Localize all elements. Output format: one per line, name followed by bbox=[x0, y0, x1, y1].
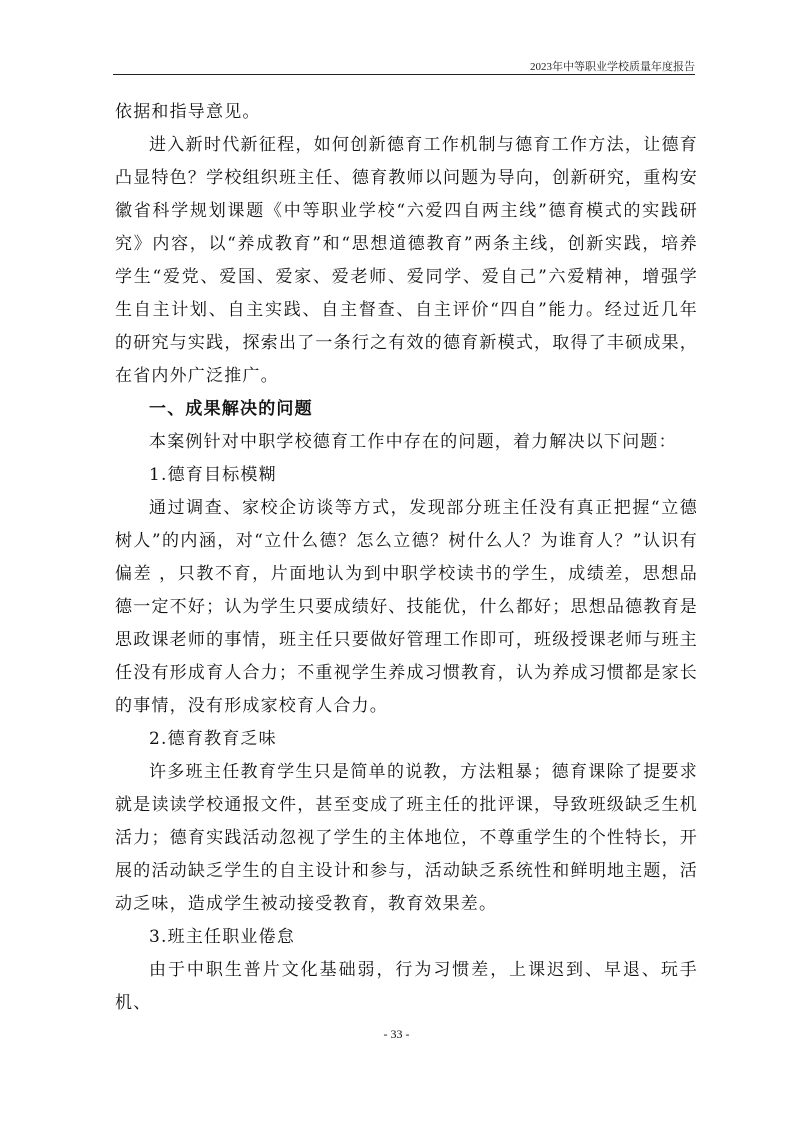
paragraph-lead: 本案例针对中职学校德育工作中存在的问题，着力解决以下问题： bbox=[149, 432, 677, 452]
paragraph-item-1: 通过调查、家校企访谈等方式，发现部分班主任没有真正把握“立德树人”的内涵，对“立什么德？怎么立德？树什么人？为谁育人？”认识有偏差 ，只教不育，片面地认为到中职学校读书的学生，成绩差，思想品德一定不好；认为学生只要成绩好、技能优，什么都好；思想品德教育是思政课老师的事情，班主任只要做好管理工作即可，班级授课老师与班主任没有形成育人合力；不重视学生养成习惯教育，认为养成习惯都是家长的事情，没有形成家校育人合力。 bbox=[115, 498, 698, 716]
subheading-item-1: 1.德育目标模糊 bbox=[149, 465, 277, 485]
subheading-item-3: 3.班主任职业倦怠 bbox=[149, 927, 296, 947]
paragraph-continuation: 依据和指导意见。 bbox=[115, 102, 261, 122]
paragraph-item-3: 由于中职生普片文化基础弱，行为习惯差，上课迟到、早退、玩手机、 bbox=[115, 960, 698, 1013]
page-number: - 33 - bbox=[383, 1027, 410, 1041]
subheading-item-2: 2.德育教育乏味 bbox=[149, 729, 277, 749]
document-body bbox=[115, 96, 698, 1020]
paragraph-item-2: 许多班主任教育学生只是简单的说教，方法粗暴；德育课除了提要求就是读读学校通报文件，甚至变成了班主任的批评课，导致班级缺乏生机活力；德育实践活动忽视了学生的主体地位，不尊重学生的个性特长，开展的活动缺乏学生的自主设计和参与，活动缺乏系统性和鲜明地主题，活动乏味，造成学生被动接受教育，教育效果差。 bbox=[115, 762, 698, 914]
page-header-title: 2023年中等职业学校质量年度报告 bbox=[530, 61, 695, 73]
paragraph-intro: 进入新时代新征程，如何创新德育工作机制与德育工作方法，让德育凸显特色？学校组织班主任、德育教师以问题为导向，创新研究，重构安徽省科学规划课题《中等职业学校“六爱四自两主线”德育模式的实践研究》内容，以“养成教育”和“思想道德教育”两条主线，创新实践，培养学生“爱党、爱国、爱家、爱老师、爱同学、爱自己”六爱精神，增强学生自主计划、自主实践、自主督查、自主评价“四自”能力。经过近几年的研究与实践，探索出了一条行之有效的德育新模式，取得了丰硕成果，在省内外广泛推广。 bbox=[115, 135, 698, 386]
header-divider bbox=[113, 74, 695, 75]
section-heading: 一、成果解决的问题 bbox=[149, 399, 313, 419]
